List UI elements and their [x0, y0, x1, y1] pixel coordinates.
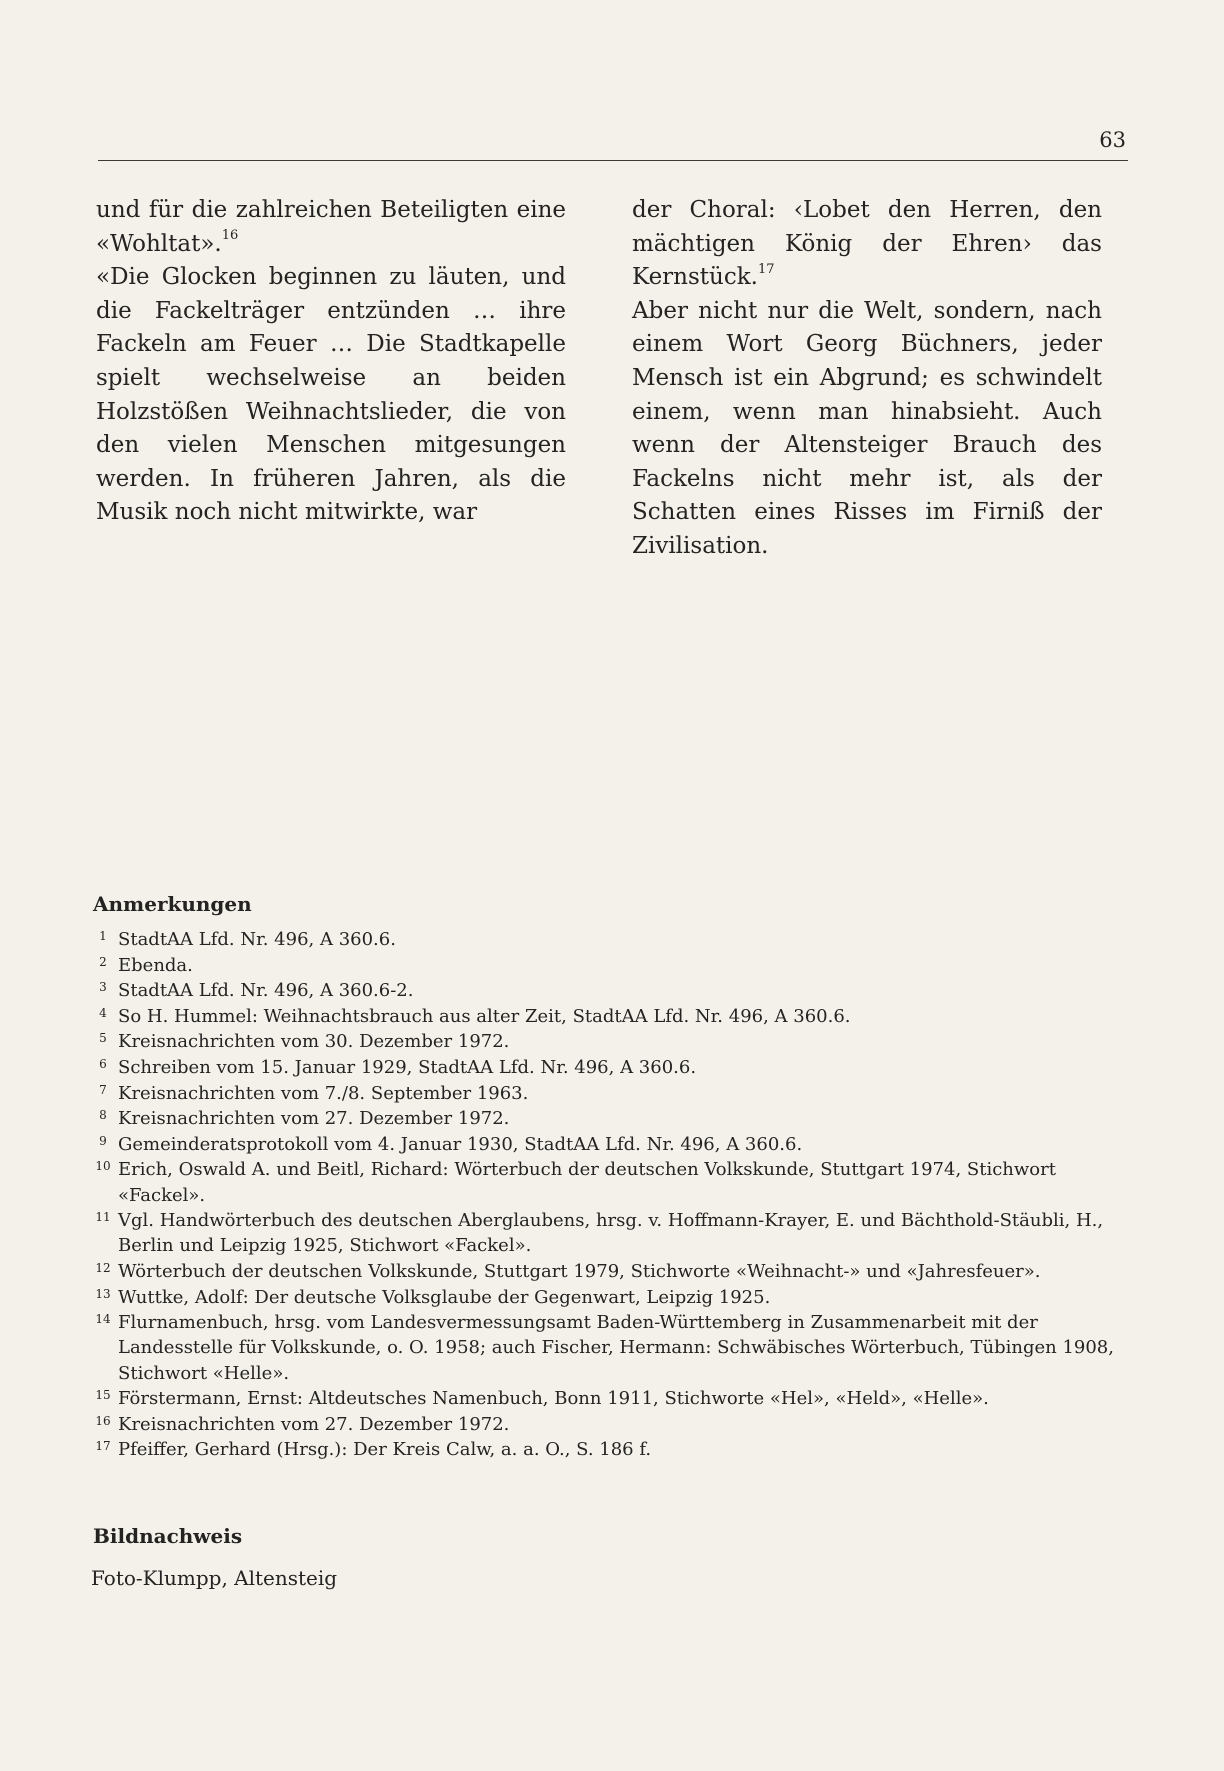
note-number: 7 — [99, 1082, 107, 1097]
note-item — [93, 953, 1123, 978]
note-text: Wuttke, Adolf: Der deutsche Volksglaube der Gegenwart, Leipzig 1925. — [118, 1286, 771, 1308]
note-number: 5 — [99, 1031, 107, 1046]
paragraph: «Die Glocken beginnen zu läuten, und die Fackelträger entzünden … ihre Fackeln am Feuer … Die Stadtkapelle spielt wechselweise an beiden Holzstößen Weihnachtslieder, die von den vielen Menschen mitgesungen werden. In früheren Jahren, als die Musik noch nicht mitwirkte, war — [96, 264, 566, 526]
note-ref: 17 — [757, 261, 775, 277]
note-text: So H. Hummel: Weihnachtsbrauch aus alter Zeit, StadtAA Lfd. Nr. 496, A 360.6. — [118, 1005, 851, 1027]
note-number: 10 — [95, 1159, 111, 1174]
notes-list — [93, 927, 1123, 1463]
note-number: 13 — [95, 1286, 111, 1301]
note-number: 2 — [99, 954, 107, 969]
credits-heading: Bildnachweis — [93, 1524, 243, 1548]
header-rule — [98, 160, 1128, 161]
note-number: 15 — [95, 1388, 111, 1403]
note-item — [93, 1029, 1123, 1054]
note-item — [93, 1285, 1123, 1310]
page-number: 63 — [1099, 128, 1126, 152]
note-number: 8 — [99, 1108, 107, 1123]
note-text: Wörterbuch der deutschen Volkskunde, Stuttgart 1979, Stichworte «Weihnacht-» und «Jahresfeuer». — [118, 1260, 1041, 1282]
credits-text: Foto-Klumpp, Altensteig — [91, 1566, 338, 1590]
note-text: Flurnamenbuch, hrsg. vom Landesvermessungsamt Baden-Württemberg in Zusammenarbeit mit der Landesstelle für Volkskunde, o. O. 1958; auch Fischer, Hermann: Schwäbisches Wörterbuch, Tübingen 1908, Stichwort «Helle». — [118, 1312, 1114, 1384]
note-number: 14 — [95, 1312, 111, 1327]
note-number: 1 — [99, 929, 107, 943]
note-item — [93, 927, 1123, 952]
note-item — [93, 1157, 1123, 1207]
note-item — [93, 1004, 1123, 1029]
note-item — [93, 1208, 1123, 1258]
note-text: Kreisnachrichten vom 7./8. September 1963. — [118, 1082, 529, 1104]
note-text: Gemeinderatsprotokoll vom 4. Januar 1930, StadtAA Lfd. Nr. 496, A 360.6. — [118, 1133, 803, 1155]
note-text: Vgl. Handwörterbuch des deutschen Aberglaubens, hrsg. v. Hoffmann-Krayer, E. und Bächthold-Stäubli, H., Berlin und Leipzig 1925, Stichwort «Fackel». — [118, 1210, 1104, 1257]
note-item — [93, 1132, 1123, 1157]
note-text: Kreisnachrichten vom 27. Dezember 1972. — [118, 1413, 510, 1435]
note-item — [93, 1259, 1123, 1284]
right-column — [632, 194, 1102, 564]
note-number: 3 — [99, 980, 107, 995]
note-item — [93, 1081, 1123, 1106]
note-text: Erich, Oswald A. und Beitl, Richard: Wörterbuch der deutschen Volkskunde, Stuttgart 1974, Stichwort «Fackel». — [118, 1159, 1056, 1206]
note-number: 9 — [99, 1133, 107, 1148]
note-item — [93, 1386, 1123, 1411]
note-text: Förstermann, Ernst: Altdeutsches Namenbuch, Bonn 1911, Stichworte «Hel», «Held», «Helle». — [118, 1388, 989, 1410]
paragraph: und für die zahlreichen Beteiligten eine «Wohltat».$^{16}$ — [96, 197, 566, 257]
note-item — [93, 1310, 1123, 1386]
note-number: 17 — [95, 1439, 111, 1454]
notes-heading: Anmerkungen — [93, 892, 252, 916]
note-text: Kreisnachrichten vom 30. Dezember 1972. — [118, 1031, 510, 1053]
note-text: StadtAA Lfd. Nr. 496, A 360.6. — [118, 929, 396, 950]
note-number: 6 — [99, 1056, 107, 1071]
note-item — [93, 1412, 1123, 1437]
note-item — [93, 1437, 1123, 1462]
left-column — [96, 194, 566, 530]
note-item — [93, 1106, 1123, 1131]
note-text: Schreiben vom 15. Januar 1929, StadtAA Lfd. Nr. 496, A 360.6. — [118, 1056, 697, 1078]
note-item — [93, 978, 1123, 1003]
note-ref: 16 — [221, 227, 239, 243]
note-text: StadtAA Lfd. Nr. 496, A 360.6-2. — [118, 980, 414, 1002]
note-text: Pfeiffer, Gerhard (Hrsg.): Der Kreis Calw, a. a. O., S. 186 f. — [118, 1439, 652, 1461]
note-text: Ebenda. — [118, 954, 193, 976]
note-number: 11 — [95, 1210, 111, 1225]
note-number: 12 — [95, 1260, 111, 1275]
paragraph: Aber nicht nur die Welt, sondern, nach einem Wort Georg Büchners, jeder Mensch ist ein Abgrund; es schwindelt einem, wenn man hinabsieht. Auch wenn der Altensteiger Brauch des Fackelns nicht mehr ist, als der Schatten eines Risses im Firniß der Zivilisation. — [632, 297, 1102, 559]
note-number: 4 — [99, 1005, 107, 1020]
paragraph: der Choral: ‹Lobet den Herren, den mächtigen König der Ehren› das Kernstück.$^{17}$ — [632, 197, 1102, 291]
note-number: 16 — [95, 1413, 111, 1428]
note-item — [93, 1055, 1123, 1080]
note-text: Kreisnachrichten vom 27. Dezember 1972. — [118, 1108, 510, 1130]
